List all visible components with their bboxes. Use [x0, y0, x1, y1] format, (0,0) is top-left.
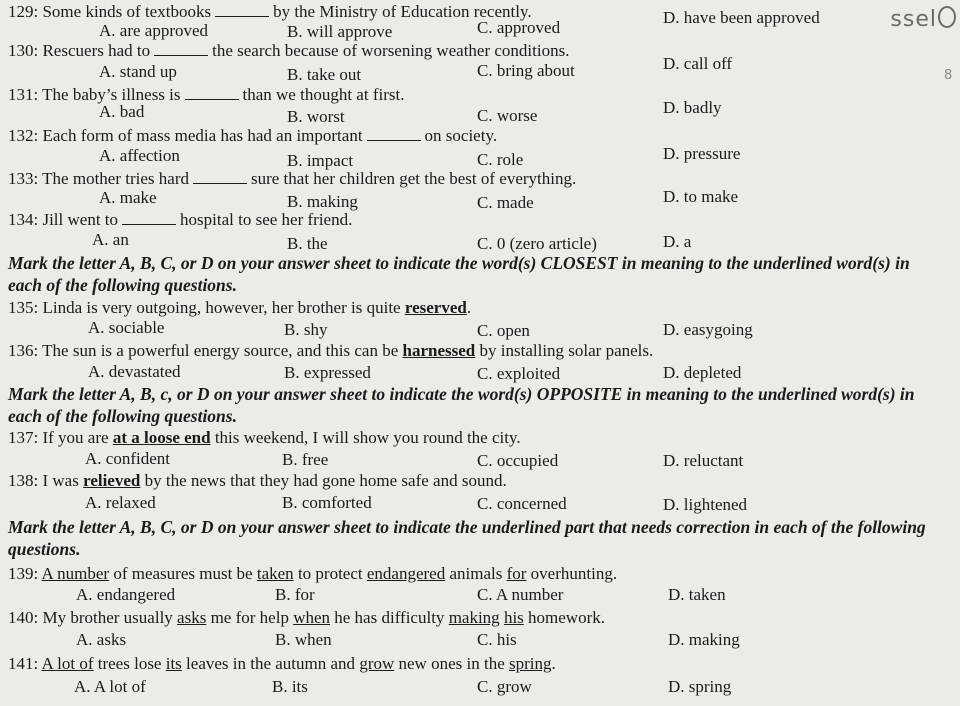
- underlined-word: at a loose end: [112, 428, 211, 447]
- option-a: A. are approved: [99, 21, 209, 40]
- option-d: D. to make: [663, 187, 739, 206]
- question-139: 139: A number of measures must be taken to protect endangered animals for overhunting.: [8, 564, 618, 583]
- option-b: B. making: [287, 192, 358, 211]
- option-d: D. badly: [663, 98, 722, 117]
- question-138: 138: I was relieved by the news that they had gone home safe and sound.: [8, 471, 507, 490]
- option-d: D. spring: [668, 677, 732, 696]
- option-c: C. role: [477, 150, 524, 169]
- option-d: D. a: [663, 232, 692, 251]
- underlined-part: when: [293, 608, 331, 627]
- question-131: 131: The baby’s illness is than we thought at first.: [8, 85, 405, 104]
- option-c: C. his: [477, 630, 517, 649]
- question-140: 140: My brother usually asks me for help when he has difficulty making his homework.: [8, 608, 605, 627]
- underlined-part: grow: [359, 654, 395, 673]
- option-b: B. for: [275, 585, 315, 604]
- option-b: B. the: [287, 234, 328, 253]
- underlined-part: making: [448, 608, 500, 627]
- option-d: D. depleted: [663, 363, 742, 382]
- option-a: A. make: [99, 188, 157, 207]
- option-a: A. devastated: [88, 362, 181, 381]
- option-c: C. made: [477, 193, 534, 212]
- underlined-part: for: [506, 564, 527, 583]
- underlined-part: asks: [177, 608, 207, 627]
- underlined-part: endangered: [366, 564, 446, 583]
- option-d: D. lightened: [663, 495, 748, 514]
- option-c: C. bring about: [477, 61, 575, 80]
- section-instruction-opposite: Mark the letter A, B, c, or D on your answer sheet to indicate the word(s) OPPOSITE in meaning to the underlined word(s) in each of the following questions.: [8, 384, 915, 426]
- option-c: C. approved: [477, 18, 561, 37]
- option-a: A. affection: [99, 146, 180, 165]
- underlined-part: A lot of: [41, 654, 94, 673]
- question-135: 135: Linda is very outgoing, however, her brother is quite reserved.: [8, 298, 472, 317]
- option-a: A. endangered: [76, 585, 176, 604]
- option-b: B. will approve: [287, 22, 393, 41]
- answer-blank: [215, 4, 269, 17]
- circle-mark-icon: [938, 6, 956, 28]
- answer-blank: [367, 128, 421, 141]
- underlined-word: relieved: [83, 471, 141, 490]
- option-b: B. shy: [284, 320, 328, 339]
- section-instruction-correction: Mark the letter A, B, C, or D on your answer sheet to indicate the underlined part that needs correction in each of the following questions.: [8, 517, 926, 559]
- question-137: 137: If you are at a loose end this weekend, I will show you round the city.: [8, 428, 521, 447]
- option-b: B. worst: [287, 107, 345, 126]
- underlined-word: harnessed: [402, 341, 476, 360]
- question-132: 132: Each form of mass media has had an important on society.: [8, 126, 498, 145]
- option-d: D. call off: [663, 54, 733, 73]
- option-a: A. asks: [76, 630, 127, 649]
- option-d: D. pressure: [663, 144, 741, 163]
- underlined-part: its: [165, 654, 182, 673]
- option-b: B. comforted: [282, 493, 372, 512]
- underlined-word: reserved: [404, 298, 467, 317]
- section-instruction-closest: Mark the letter A, B, C, or D on your answer sheet to indicate the word(s) CLOSEST in meaning to the underlined word(s) in each of the following questions.: [8, 253, 910, 295]
- option-c: C. concerned: [477, 494, 567, 513]
- option-b: B. expressed: [284, 363, 371, 382]
- option-c: C. open: [477, 321, 530, 340]
- question-134: 134: Jill went to hospital to see her friend.: [8, 210, 353, 229]
- option-c: C. grow: [477, 677, 532, 696]
- option-b: B. free: [282, 450, 329, 469]
- answer-blank: [185, 87, 239, 100]
- option-c: C. exploited: [477, 364, 561, 383]
- underlined-part: taken: [256, 564, 294, 583]
- corner-handwriting: ssel: [890, 6, 956, 32]
- option-a: A. stand up: [99, 62, 177, 81]
- margin-mark: 8: [944, 68, 953, 83]
- question-133: 133: The mother tries hard sure that her children get the best of everything.: [8, 169, 577, 188]
- option-d: D. easygoing: [663, 320, 753, 339]
- option-c: C. 0 (zero article): [477, 234, 597, 253]
- option-a: A. an: [92, 230, 129, 249]
- option-a: A. relaxed: [85, 493, 156, 512]
- question-141: 141: A lot of trees lose its leaves in the autumn and grow new ones in the spring.: [8, 654, 556, 673]
- option-d: D. have been approved: [663, 8, 820, 27]
- answer-blank: [122, 212, 176, 225]
- option-c: C. occupied: [477, 451, 559, 470]
- option-b: B. its: [272, 677, 308, 696]
- question-129: 129: Some kinds of textbooks by the Ministry of Education recently.: [8, 2, 532, 21]
- option-a: A. A lot of: [74, 677, 146, 696]
- option-b: B. take out: [287, 65, 362, 84]
- option-b: B. impact: [287, 151, 354, 170]
- question-136: 136: The sun is a powerful energy source, and this can be harnessed by installing solar panels.: [8, 341, 654, 360]
- option-a: A. sociable: [88, 318, 165, 337]
- option-c: C. worse: [477, 106, 538, 125]
- option-d: D. making: [668, 630, 740, 649]
- option-a: A. bad: [99, 102, 145, 121]
- option-d: D. reluctant: [663, 451, 744, 470]
- answer-blank: [154, 43, 208, 56]
- underlined-part: A number: [41, 564, 110, 583]
- option-d: D. taken: [668, 585, 726, 604]
- question-130: 130: Rescuers had to the search because of worsening weather conditions.: [8, 41, 570, 60]
- underlined-part: spring: [509, 654, 552, 673]
- option-c: C. A number: [477, 585, 564, 604]
- option-b: B. when: [275, 630, 332, 649]
- underlined-part: his: [503, 608, 524, 627]
- option-a: A. confident: [85, 449, 170, 468]
- answer-blank: [193, 171, 247, 184]
